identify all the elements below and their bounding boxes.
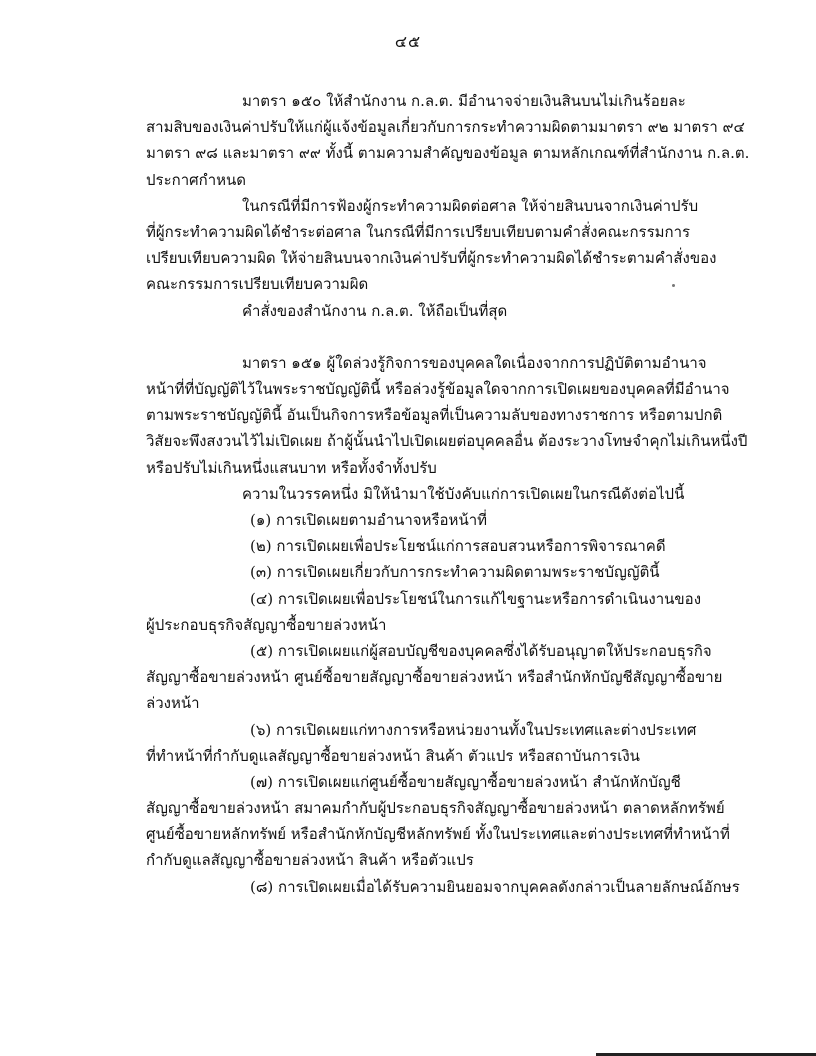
paragraph-line: วิสัยจะพึงสงวนไว้ไม่เปิดเผย ถ้าผู้นั้นนำไปเปิดเผยต่อบุคคลอื่น ต้องระวางโทษจำคุกไม่เกินหนึ่งปี xyxy=(146,432,748,451)
paragraph-line: ที่ผู้กระทำความผิดได้ชำระต่อศาล ในกรณีที่มีการเปรียบเทียบตามคำสั่งคณะกรรมการ xyxy=(146,222,691,241)
paragraph-line: หรือปรับไม่เกินหนึ่งแสนบาท หรือทั้งจำทั้งปรับ xyxy=(146,458,437,477)
list-item: (๑) การเปิดเผยตามอำนาจหรือหน้าที่ xyxy=(250,511,488,529)
list-item-continuation: สัญญาซื้อขายล่วงหน้า สมาคมกำกับผู้ประกอบธุรกิจสัญญาซื้อขายล่วงหน้า ตลาดหลักทรัพย์ xyxy=(146,799,725,818)
paragraph-line: มาตรา ๙๘ และมาตรา ๙๙ ทั้งนี้ ตามความสำคัญของข้อมูล ตามหลักเกณฑ์ที่สำนักงาน ก.ล.ต. xyxy=(146,144,750,163)
paragraph-line: สามสิบของเงินค่าปรับให้แก่ผู้แจ้งข้อมูลเกี่ยวกับการกระทำความผิดตามมาตรา ๙๒ มาตรา ๙๔ xyxy=(146,118,745,137)
list-item: (๒) การเปิดเผยเพื่อประโยชน์แก่การสอบสวนหรือการพิจารณาคดี xyxy=(250,537,666,556)
paragraph-line: คำสั่งของสำนักงาน ก.ล.ต. ให้ถือเป็นที่สุด xyxy=(242,301,508,320)
paragraph-line: คณะกรรมการเปรียบเทียบความผิด xyxy=(146,275,369,294)
page-number: ๔๕ xyxy=(394,32,422,51)
list-item: (๖) การเปิดเผยแก่ทางการหรือหน่วยงานทั้งในประเทศและต่างประเทศ xyxy=(250,720,697,739)
paragraph-line: เปรียบเทียบความผิด ให้จ่ายสินบนจากเงินค่าปรับที่ผู้กระทำความผิดได้ชำระตามคำสั่งของ xyxy=(146,249,717,268)
paragraph-line: ตามพระราชบัญญัตินี้ อันเป็นกิจการหรือข้อมูลที่เป็นความลับของทางราชการ หรือตามปกติ xyxy=(146,406,723,425)
list-item-continuation: ที่ทำหน้าที่กำกับดูแลสัญญาซื้อขายล่วงหน้า สินค้า ตัวแปร หรือสถาบันการเงิน xyxy=(146,746,640,765)
list-item: (๓) การเปิดเผยเกี่ยวกับการกระทำความผิดตามพระราชบัญญัตินี้ xyxy=(250,563,660,582)
list-item-continuation: ผู้ประกอบธุรกิจสัญญาซื้อขายล่วงหน้า xyxy=(146,615,387,634)
document-body xyxy=(146,88,750,900)
paragraph-line: ความในวรรคหนึ่ง มิให้นำมาใช้บังคับแก่การเปิดเผยในกรณีดังต่อไปนี้ xyxy=(242,484,685,503)
list-item: (๕) การเปิดเผยแก่ผู้สอบบัญชีของบุคคลซึ่งได้รับอนุญาตให้ประกอบธุรกิจ xyxy=(250,641,712,660)
paragraph-line: ประกาศกำหนด xyxy=(146,170,247,189)
section-150 xyxy=(146,88,750,324)
paragraph-line: มาตรา ๑๕๑ ผู้ใดล่วงรู้กิจการของบุคคลใดเนื่องจากการปฏิบัติตามอำนาจ xyxy=(242,353,707,372)
section-spacer xyxy=(146,324,716,350)
list-item: (๗) การเปิดเผยแก่ศูนย์ซื้อขายสัญญาซื้อขายล่วงหน้า สำนักหักบัญชี xyxy=(250,772,681,791)
list-item-continuation: ศูนย์ซื้อขายหลักทรัพย์ หรือสำนักหักบัญชีหลักทรัพย์ ทั้งในประเทศและต่างประเทศที่ทำหน้าที่ xyxy=(146,825,730,844)
list-item: (๔) การเปิดเผยเพื่อประโยชน์ในการแก้ไขฐานะหรือการดำเนินงานของ xyxy=(250,589,702,608)
list-item-continuation: กำกับดูแลสัญญาซื้อขายล่วงหน้า สินค้า หรือตัวแปร xyxy=(146,851,474,870)
scan-speck xyxy=(672,284,675,287)
list-item-continuation: ล่วงหน้า xyxy=(146,694,200,713)
section-151 xyxy=(146,350,748,900)
paragraph-line: มาตรา ๑๕๐ ให้สำนักงาน ก.ล.ต. มีอำนาจจ่ายเงินสินบนไม่เกินร้อยละ xyxy=(242,92,686,110)
list-item: (๘) การเปิดเผยเมื่อได้รับความยินยอมจากบุคคลดังกล่าวเป็นลายลักษณ์อักษร xyxy=(250,877,740,896)
paragraph-line: หน้าที่ที่บัญญัติไว้ในพระราชบัญญัตินี้ หรือล่วงรู้ข้อมูลใดจากการเปิดเผยของบุคคลที่มีอำนาจ xyxy=(146,380,730,399)
paragraph-line: ในกรณีที่มีการฟ้องผู้กระทำความผิดต่อศาล ให้จ่ายสินบนจากเงินค่าปรับ xyxy=(242,196,699,215)
list-item-continuation: สัญญาซื้อขายล่วงหน้า ศูนย์ซื้อขายสัญญาซื้อขายล่วงหน้า หรือสำนักหักบัญชีสัญญาซื้อขาย xyxy=(146,668,723,687)
